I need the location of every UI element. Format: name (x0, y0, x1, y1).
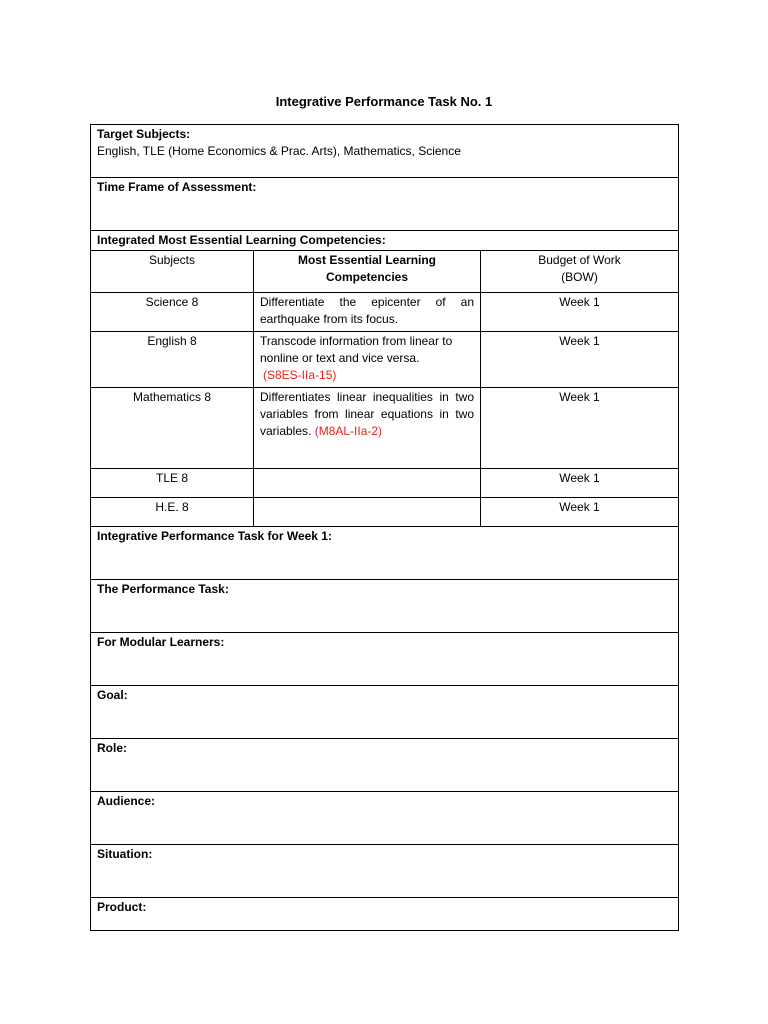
modular-learners-label: For Modular Learners: (91, 633, 679, 686)
melc-code: (M8AL-IIa-2) (314, 424, 383, 438)
performance-task-label: The Performance Task: (91, 580, 679, 633)
bow-cell: Week 1 (481, 498, 679, 527)
subject-cell: Science 8 (91, 293, 254, 332)
product-row (91, 898, 679, 931)
bow-cell: Week 1 (481, 469, 679, 498)
melc-text: Differentiates linear inequalities in two variables from linear equations in two variables. (260, 390, 474, 438)
melc-cell (254, 498, 481, 527)
ipt-week-row (91, 527, 679, 580)
time-frame-label: Time Frame of Assessment: (97, 180, 257, 194)
target-subjects-label: Target Subjects: (97, 127, 191, 141)
table-row (91, 498, 679, 527)
modular-learners-row (91, 633, 679, 686)
header-melc: Most Essential Learning Competencies (254, 251, 481, 293)
header-bow (481, 251, 679, 293)
subject-cell: H.E. 8 (91, 498, 254, 527)
goal-label: Goal: (91, 686, 679, 739)
bow-cell: Week 1 (481, 332, 679, 388)
melc-code: (S8ES-IIa-15) (263, 368, 337, 382)
subject-cell: TLE 8 (91, 469, 254, 498)
time-frame-row (91, 178, 679, 231)
product-label: Product: (91, 898, 679, 931)
situation-label: Situation: (91, 845, 679, 898)
melc-cell (254, 293, 481, 332)
bow-cell: Week 1 (481, 388, 679, 469)
bow-cell: Week 1 (481, 293, 679, 332)
competencies-label-row (91, 231, 679, 251)
goal-row (91, 686, 679, 739)
audience-row (91, 792, 679, 845)
melc-cell (254, 388, 481, 469)
competencies-header-row (91, 251, 679, 293)
ipt-week-label: Integrative Performance Task for Week 1: (91, 527, 679, 580)
melc-cell (254, 469, 481, 498)
document-title: Integrative Performance Task No. 1 (275, 94, 493, 109)
table-row (91, 388, 679, 469)
performance-task-row (91, 580, 679, 633)
header-bow-line2: (BOW) (561, 270, 598, 284)
situation-row (91, 845, 679, 898)
table-row (91, 293, 679, 332)
melc-text: Transcode information from linear to nonline or text and vice versa. (260, 334, 453, 365)
melc-cell (254, 332, 481, 388)
header-subjects: Subjects (91, 251, 254, 293)
role-row (91, 739, 679, 792)
table-row (91, 469, 679, 498)
audience-label: Audience: (91, 792, 679, 845)
melc-text: Differentiate the epicenter of an earthquake from its focus. (260, 295, 474, 326)
role-label: Role: (91, 739, 679, 792)
table-row (91, 332, 679, 388)
header-bow-line1: Budget of Work (538, 253, 621, 267)
subject-cell: English 8 (91, 332, 254, 388)
competencies-label: Integrated Most Essential Learning Competencies: (97, 233, 386, 247)
performance-task-form (90, 124, 679, 931)
target-subjects-row (91, 125, 679, 178)
target-subjects-value: English, TLE (Home Economics & Prac. Arts), Mathematics, Science (97, 144, 461, 158)
subject-cell: Mathematics 8 (91, 388, 254, 469)
